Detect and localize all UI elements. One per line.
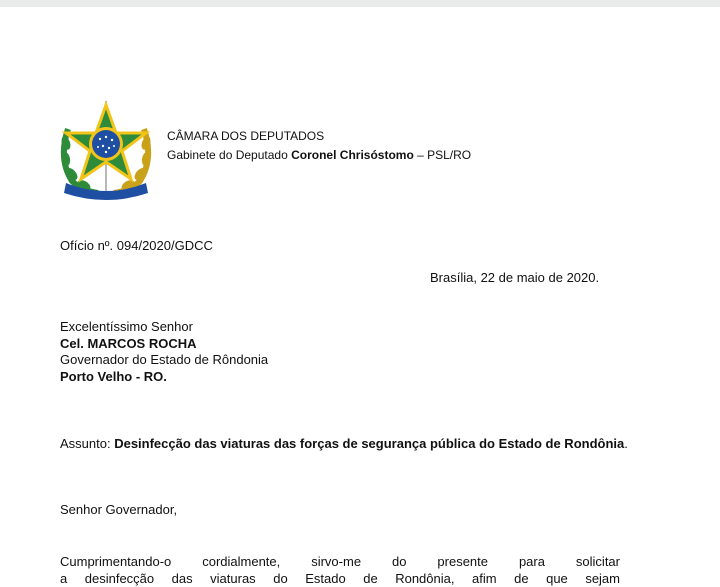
office-line [167, 146, 471, 165]
greeting: Senhor Governador, [60, 502, 178, 517]
institution-name: CÂMARA DOS DEPUTADOS [167, 129, 325, 143]
body-line: a desinfecção das viaturas do Estado de Rondônia, afim de que sejam [60, 571, 620, 586]
body-line: Cumprimentando-o cordialmente, sirvo-me do presente para solicitar [60, 554, 620, 569]
brazil-coat-of-arms-icon [58, 99, 154, 203]
recipient-block [60, 319, 268, 385]
party-suffix: – PSL/RO [413, 148, 472, 162]
recipient-name: Cel. MARCOS ROCHA [60, 335, 197, 351]
letterhead [167, 127, 471, 165]
top-bar [0, 0, 720, 7]
recipient-city: Porto Velho - RO. [60, 368, 167, 384]
recipient-title: Governador do Estado de Rôndonia [60, 352, 269, 367]
body-paragraph [60, 553, 620, 587]
date-line: Brasília, 22 de maio de 2020. [430, 270, 600, 285]
subject-label: Assunto: [60, 436, 115, 451]
recipient-salutation: Excelentíssimo Senhor [60, 319, 193, 334]
deputy-name: Coronel Chrisóstomo [291, 148, 414, 162]
subject-text: Desinfecção das viaturas das forças de segurança pública do Estado de Rondônia [114, 436, 625, 451]
document-reference: Ofício nº. 094/2020/GDCC [60, 238, 213, 253]
document-page [0, 7, 720, 586]
subject-line [60, 435, 630, 452]
subject-end: . [624, 436, 628, 451]
office-prefix: Gabinete do Deputado [167, 148, 292, 162]
